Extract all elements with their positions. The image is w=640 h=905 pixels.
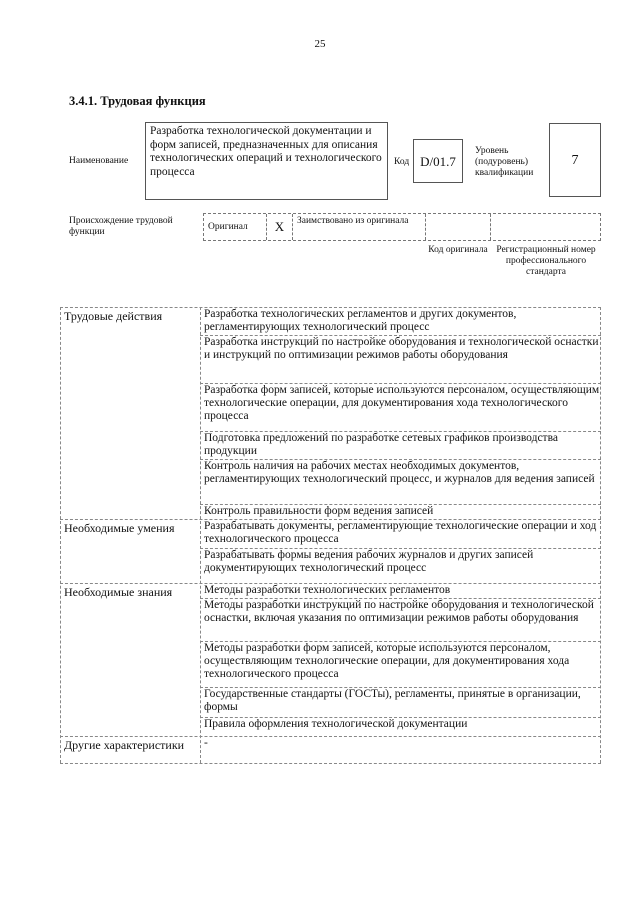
table-row: Контроль правильности форм ведения записей [204,505,434,517]
original-cell: Оригинал [204,214,267,240]
table-row: Государственные стандарты (ГОСТы), регламенты, принятые в организации, формы [204,688,581,713]
section-label: Трудовые действия [64,309,163,323]
level-value-box: 7 [549,123,601,197]
code-value-box: D/01.7 [413,139,463,183]
table-row: - [204,737,208,749]
table-row: Методы разработки форм записей, которые используются персоналом, осуществляющим технологические операции, для документирования хода технологического процесса [204,642,570,680]
name-label: Наименование [69,156,129,166]
section-label: Необходимые знания [64,585,173,599]
table-row: Разработка инструкций по настройке оборудования и технологической оснастки и инструкций по оптимизации режимов работы оборудования [204,336,599,361]
page-number: 25 [314,38,326,50]
table-row: Методы разработки технологических регламентов [204,584,451,596]
level-label: Уровень (подуровень) квалификации [475,146,534,178]
table-left-border [60,307,61,763]
section-label: Другие характеристики [64,738,185,752]
borrowed-cell: Заимствовано из оригинала [293,214,426,240]
section-label: Необходимые умения [64,521,175,535]
table-bottom-border [60,763,601,764]
table-row: Разработка форм записей, которые используются персоналом, осуществляющим технологические операции, для документирования хода технологического процесса [204,384,600,422]
reg-number-caption: Регистрационный номер профессионального стандарта [496,245,596,277]
code-original-caption: Код оригинала [428,245,488,255]
function-name-box: Разработка технологической документации и форм записей, предназначенных для описания технологических операций и технологического процесса [145,122,388,200]
functions-table [60,307,601,763]
reg-number-cell [491,214,600,240]
table-row: Разработка технологических регламентов и других документов, регламентирующих технологический процесс [204,308,517,333]
origin-label: Происхождение трудовой функции [69,216,173,237]
table-row: Контроль наличия на рабочих местах необходимых документов, регламентирующих технологический процесс, и журналов для ведения записей [204,460,595,485]
table-row: Разрабатывать формы ведения рабочих журналов и других записей документирующих технологический процесс [204,549,534,574]
code-label: Код [394,157,410,167]
table-row: Подготовка предложений по разработке сетевых графиков производства продукции [204,432,558,457]
table-row: Правила оформления технологической документации [204,718,468,730]
code-original-cell [426,214,491,240]
section-heading: 3.4.1. Трудовая функция [69,94,206,108]
original-mark: X [267,214,293,240]
table-column-divider [200,307,201,763]
table-row: Разрабатывать документы, регламентирующие технологические операции и ход технологического процесса [204,520,597,545]
table-row: Методы разработки инструкций по настройке оборудования и технологической оснастки, включая указания по оптимизации режимов работы оборудования [204,599,594,624]
origin-row [203,213,601,241]
